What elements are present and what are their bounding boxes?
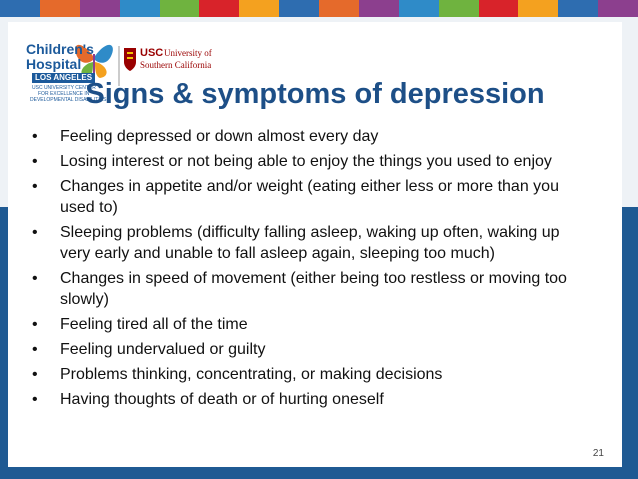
bullet-item: [30, 151, 590, 172]
bullet-text: Feeling tired all of the time: [60, 316, 248, 333]
bullet-item: [30, 222, 590, 264]
bullet-text: Changes in speed of movement (either being too restless or moving too slowly): [60, 270, 567, 308]
color-stripe: [279, 0, 320, 17]
bullet-marker: •: [32, 270, 38, 287]
logo-university-of: University of: [164, 48, 212, 58]
bullet-text: Problems thinking, concentrating, or making decisions: [60, 366, 443, 383]
bullet-marker: •: [32, 224, 38, 241]
logo-usc: USC: [140, 47, 164, 59]
color-stripe: [120, 0, 161, 17]
bullet-text: Feeling undervalued or guilty: [60, 341, 266, 358]
bullet-item: [30, 364, 590, 385]
color-stripe: [160, 0, 201, 17]
page-number: 21: [592, 448, 604, 459]
bullet-marker: •: [32, 391, 38, 408]
bullet-item: [30, 176, 590, 218]
color-stripe: [479, 0, 520, 17]
color-stripe: [0, 0, 41, 17]
logo-childrens: Children's: [26, 41, 94, 57]
color-stripe: [598, 0, 638, 17]
bullet-text: Feeling depressed or down almost every day: [60, 128, 379, 145]
color-stripe: [518, 0, 559, 17]
bullet-text: Losing interest or not being able to enjoy the things you used to enjoy: [60, 153, 552, 170]
color-stripe: [80, 0, 121, 17]
color-stripe: [439, 0, 480, 17]
bullet-item: [30, 314, 590, 335]
bullet-marker: •: [32, 153, 38, 170]
logo-los-angeles: LOS ANGELES: [32, 73, 95, 83]
color-stripe: [359, 0, 400, 17]
bullet-item: [30, 126, 590, 147]
color-stripe: [558, 0, 599, 17]
bullet-item: [30, 389, 590, 410]
logo-ucedd-line1: USC UNIVERSITY CENTER: [32, 85, 96, 91]
color-stripe: [319, 0, 360, 17]
logo-southern-california: Southern California: [140, 60, 212, 70]
bullet-marker: •: [32, 128, 38, 145]
color-stripe: [399, 0, 440, 17]
bullet-item: [30, 339, 590, 360]
color-stripe: [239, 0, 280, 17]
bullet-text: Changes in appetite and/or weight (eating either less or more than you used to): [60, 178, 559, 216]
bullet-item: [30, 268, 590, 310]
bullet-marker: •: [32, 178, 38, 195]
bullet-marker: •: [32, 316, 38, 333]
logo-ucedd-line2: FOR EXCELLENCE IN: [38, 91, 90, 97]
logo-hospital: Hospital: [26, 56, 82, 72]
usc-shield-icon: [124, 48, 136, 71]
bullet-text: Sleeping problems (difficulty falling asleep, waking up often, waking up very early and unable to fall asleep again, sleeping too much): [60, 224, 560, 262]
slide: [8, 22, 622, 467]
logo-ucedd-line3: DEVELOPMENTAL DISABILITIES: [30, 97, 107, 103]
bullet-marker: •: [32, 366, 38, 383]
bullet-text: Having thoughts of death or of hurting oneself: [60, 391, 384, 408]
color-stripe: [199, 0, 240, 17]
color-stripe: [40, 0, 81, 17]
slide-title: Signs & symptoms of depression: [85, 78, 545, 110]
bullet-list: [30, 126, 590, 414]
bullet-marker: •: [32, 341, 38, 358]
